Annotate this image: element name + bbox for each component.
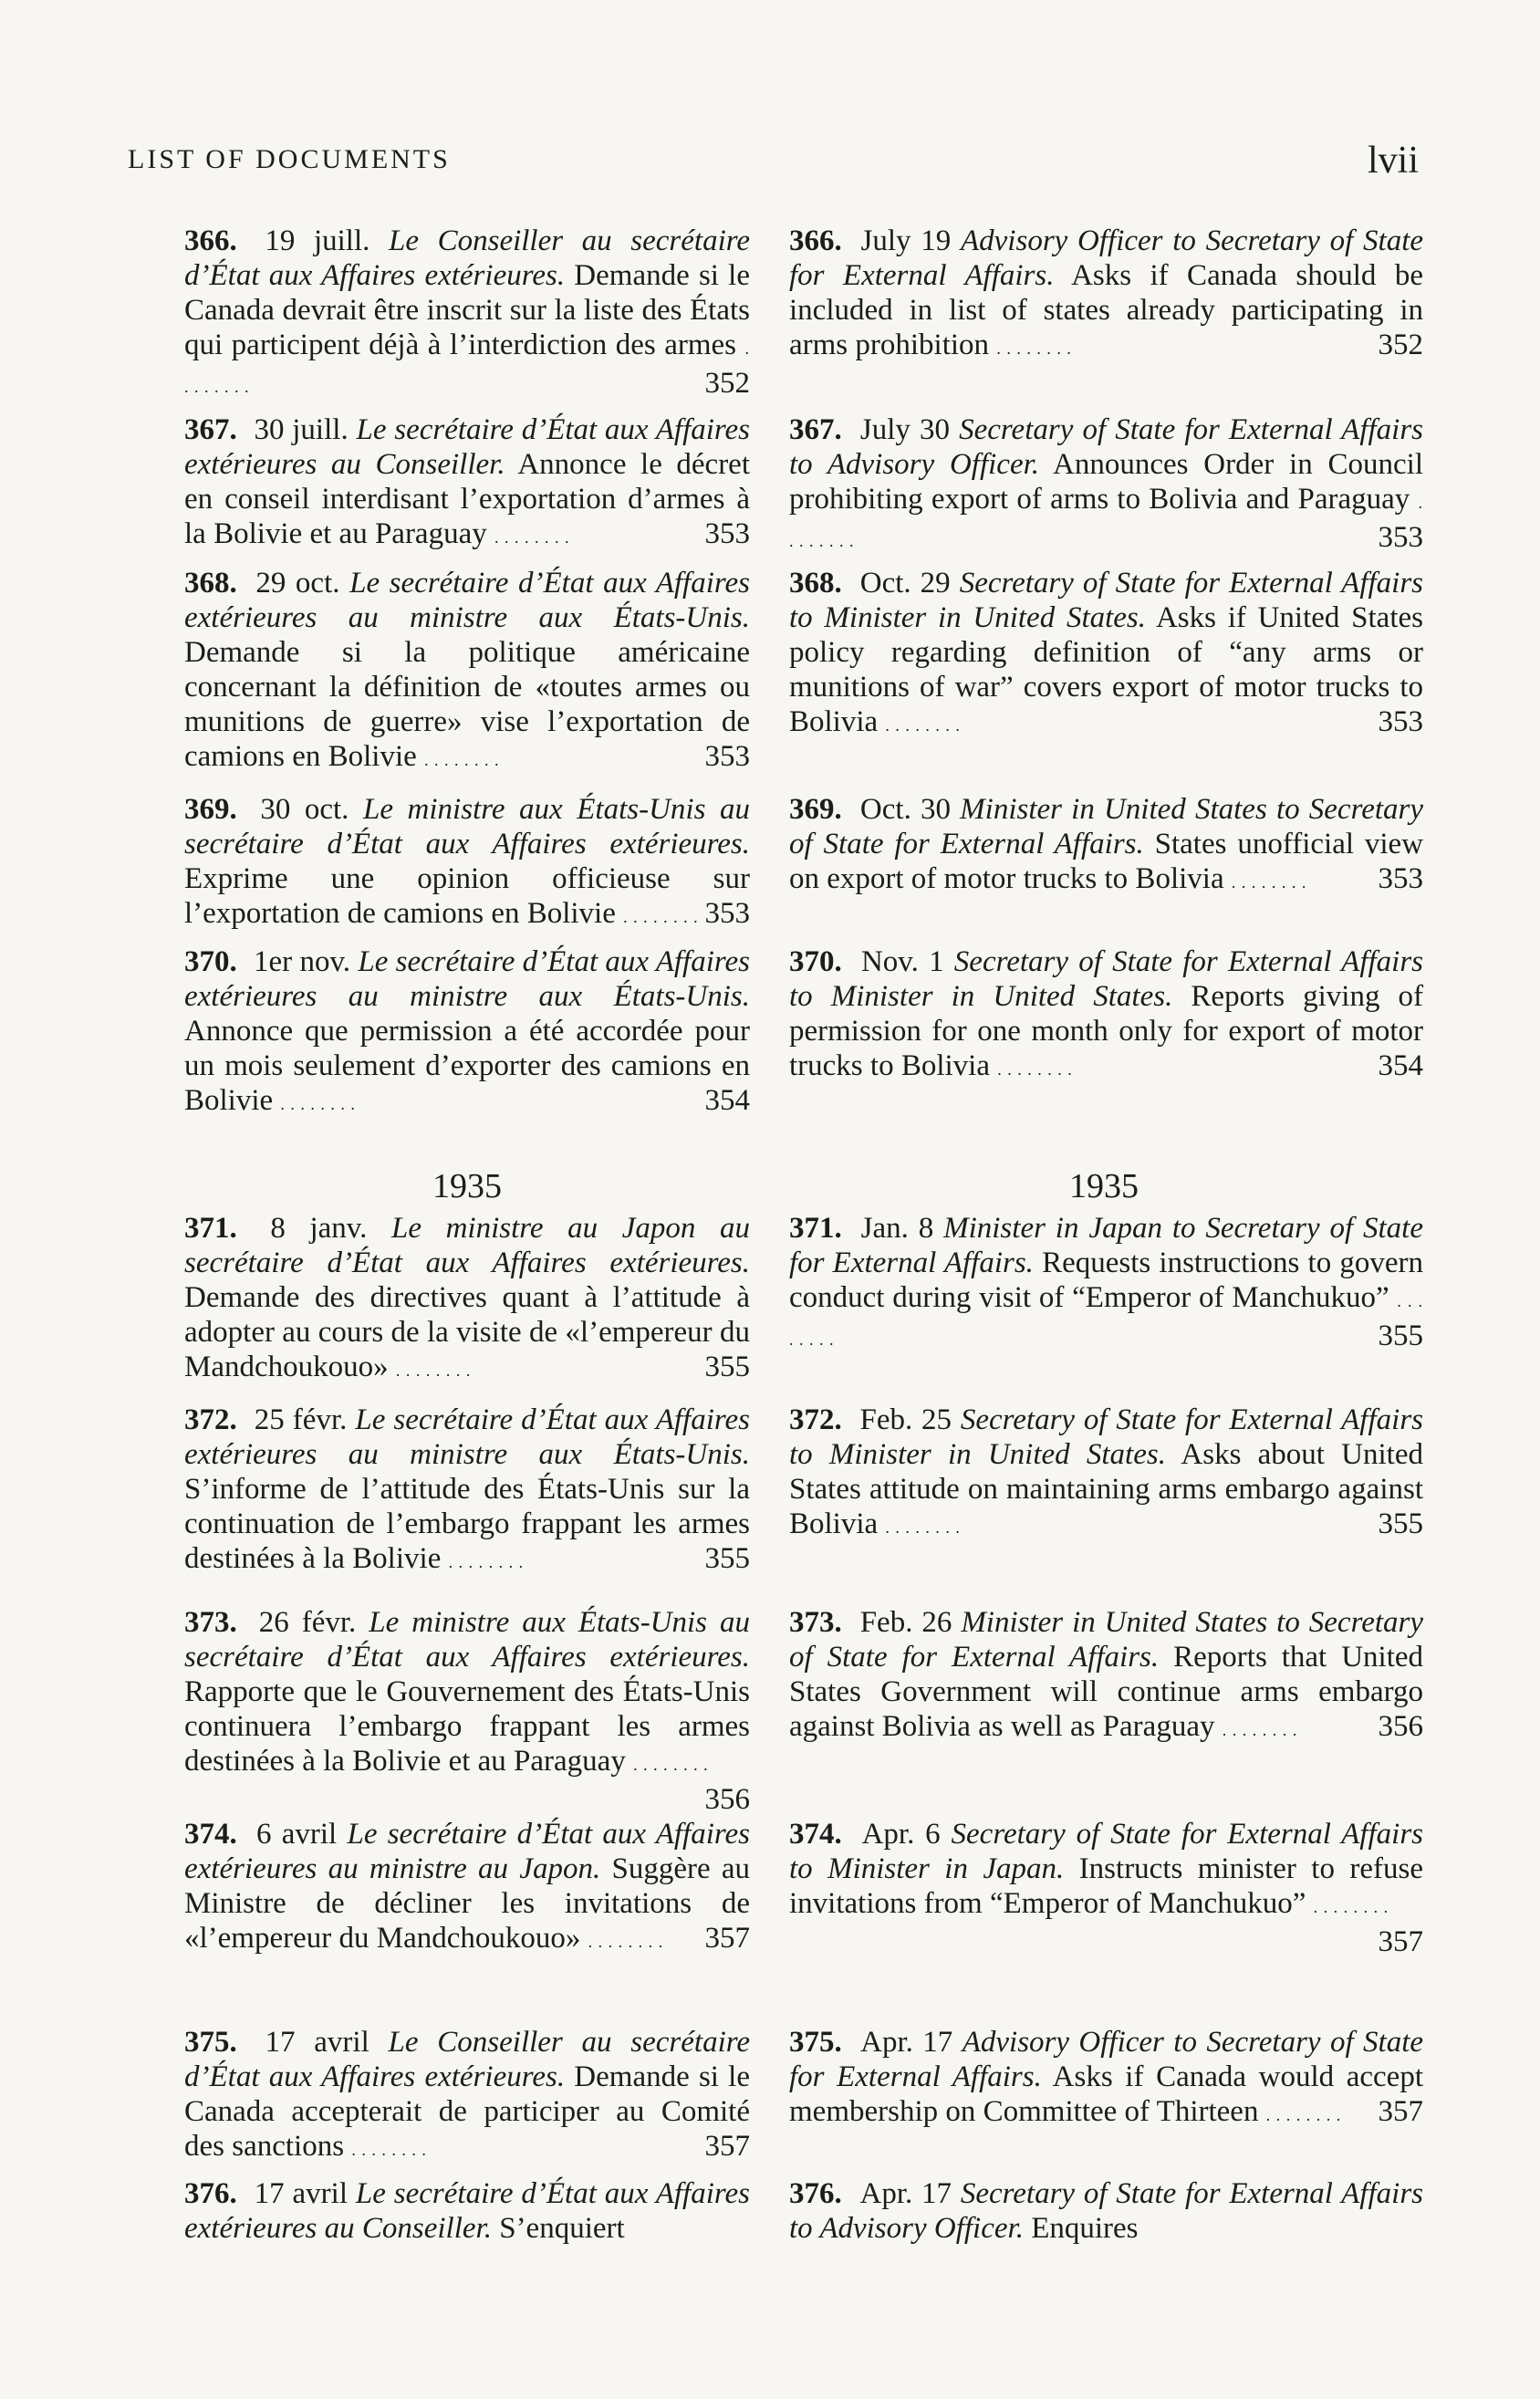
document-entry (789, 2025, 1423, 2133)
entry-page-number: 355 (1378, 1507, 1423, 1540)
entry-date: Feb. 26 (859, 1606, 952, 1639)
running-title: LIST OF DOCUMENTS (128, 144, 451, 174)
entry-page-number: 357 (1378, 1925, 1423, 1958)
entry-description: Reports giving of permission for one month only for export of motor trucks to Bolivia (789, 980, 1424, 1082)
entry-number: 376. (184, 2177, 237, 2210)
entry-description: Demande si le Canada accepterait de participer au Comité des sanctions (184, 2060, 750, 2163)
dot-leader: . . . . . . . . (395, 1361, 472, 1380)
entry-number: 366. (184, 224, 237, 257)
entry-title: Secretary of State for External Affairs to Advisory Officer. (789, 413, 1424, 481)
document-entry (789, 1605, 1423, 1747)
entry-page-number: 352 (1378, 329, 1423, 361)
entry-date: 1er nov. (254, 945, 351, 978)
dot-leader: . . . . . . . . (789, 1292, 1423, 1349)
dot-leader: . . . . . . . . (448, 1553, 525, 1571)
entry-number: 373. (184, 1606, 237, 1639)
entry-page-number: 357 (704, 2130, 750, 2163)
entry-date: 8 janv. (270, 1212, 368, 1245)
entry-date: Apr. 17 (860, 2026, 953, 2059)
year-heading-english: 1935 (1069, 1167, 1139, 1205)
entry-page-number: 356 (1378, 1710, 1423, 1743)
entry-description: Asks about United States attitude on maintaining arms embargo against Bolivia (789, 1438, 1423, 1540)
entry-page-number: 353 (1378, 862, 1423, 895)
page-header (128, 140, 1419, 199)
entry-date: Feb. 25 (859, 1403, 952, 1436)
entry-date: July 30 (859, 413, 951, 446)
entry-date: Apr. 17 (859, 2177, 952, 2210)
dot-leader: . . . . . . . . (1313, 1898, 1389, 1916)
entry-title: Le ministre au Japon au secrétaire d’État aux Affaires extérieures. (184, 1212, 751, 1279)
dot-leader: . . . . . . . . (1265, 2106, 1342, 2124)
entry-title: Minister in United States to Secretary of State for External Affairs. (789, 1606, 1424, 1674)
entry-date: 17 avril (254, 2177, 349, 2210)
entry-description: Annonce que permission a été accordée pour un mois seulement d’exporter des camions en Bolivie (184, 1015, 750, 1117)
entry-number: 371. (184, 1212, 237, 1245)
entry-number: 371. (789, 1212, 842, 1245)
entry-date: July 19 (860, 224, 952, 257)
document-entry (789, 792, 1423, 900)
entry-title: Advisory Officer to Secretary of State for External Affairs. (789, 224, 1424, 292)
entry-page-number: 353 (1378, 521, 1423, 554)
entry-page-number: 356 (704, 1783, 750, 1816)
dot-leader: . . . . . . . . (424, 751, 500, 769)
document-entry (789, 566, 1423, 743)
entry-date: 19 juill. (265, 224, 370, 257)
entry-title: Minister in United States to Secretary of State for External Affairs. (789, 793, 1423, 861)
dot-leader: . . . . . . . . (885, 1518, 961, 1537)
document-entry (184, 1403, 750, 1580)
entry-date: Oct. 30 (859, 793, 951, 826)
entry-description: S’informe de l’attitude des États-Unis sur la continuation de l’embargo frappant les armes destinées à la Bolivie (184, 1473, 750, 1575)
entry-number: 367. (789, 413, 842, 446)
entry-title: Le ministre aux États-Unis au secrétaire d’État aux Affaires extérieures. (184, 793, 750, 861)
entry-page-number: 355 (704, 1351, 750, 1383)
dot-leader: . . . . . . . . (280, 1095, 356, 1113)
entry-date: 26 févr. (258, 1606, 357, 1639)
entry-title: Secretary of State for External Affairs to Minister in United States. (789, 1403, 1424, 1471)
entry-page-number: 357 (1378, 2095, 1423, 2128)
entry-page-number: 352 (704, 367, 750, 400)
entry-number: 375. (789, 2026, 842, 2059)
entry-page-number: 355 (1378, 1319, 1423, 1352)
dot-leader: . . . . . . . . (789, 494, 1423, 550)
entry-description: Asks if Canada should be included in list of states already participating in arms prohibition (789, 259, 1423, 361)
document-entry (184, 224, 750, 404)
entry-page-number: 353 (704, 740, 750, 773)
document-entry (184, 2025, 750, 2167)
entry-title: Secretary of State for External Affairs to Minister in United States. (789, 567, 1424, 634)
entry-title: Advisory Officer to Secretary of State for External Affairs. (789, 2026, 1424, 2093)
entry-title: Le Conseiller au secrétaire d’État aux Affaires extérieures. (184, 2026, 751, 2093)
entry-description: Demande si la politique américaine concernant la définition de «toutes armes ou munitions de guerre» vise l’exportation de camions en Bolivie (184, 636, 750, 773)
dot-leader: . . . . . . . . (885, 716, 961, 735)
entry-description: Demande si le Canada devrait être inscrit sur la liste des États qui participent déjà à l’interdiction des armes (184, 259, 750, 361)
dot-leader: . . . . . . . . (633, 1756, 709, 1774)
entry-number: 369. (184, 793, 237, 826)
entry-number: 368. (789, 567, 842, 600)
entry-title: Minister in Japan to Secretary of State for External Affairs. (789, 1212, 1423, 1279)
entry-description: Asks if Canada would accept membership on Committee of Thirteen (789, 2060, 1423, 2128)
document-entry (184, 944, 750, 1121)
year-heading-french: 1935 (432, 1167, 502, 1205)
entry-page-number: 353 (704, 517, 750, 550)
dot-leader: . . . . . . . . (623, 908, 699, 926)
document-entry (789, 412, 1423, 558)
entry-number: 374. (184, 1818, 237, 1851)
entry-page-number: 354 (704, 1084, 750, 1117)
entry-page-number: 355 (704, 1542, 750, 1575)
entry-description: Annonce le décret en conseil interdisant l’exportation d’armes à la Bolivie et au Paraguay (184, 448, 751, 550)
page-number: lvii (1367, 140, 1419, 182)
entry-number: 372. (789, 1403, 842, 1436)
entry-number: 375. (184, 2026, 237, 2059)
entry-description: Instructs minister to refuse invitations from “Emperor of Manchukuo” (789, 1852, 1423, 1920)
entry-description: S’enquiert (499, 2212, 625, 2245)
dot-leader: . . . . . . . . (997, 1060, 1073, 1079)
entry-number: 366. (789, 224, 842, 257)
document-entry (184, 566, 750, 777)
entry-date: 6 avril (256, 1818, 338, 1851)
document-entry (789, 1403, 1423, 1545)
entry-number: 367. (184, 413, 237, 446)
entry-date: Jan. 8 (860, 1212, 934, 1245)
entry-page-number: 354 (1378, 1049, 1423, 1082)
entry-description: Asks if United States policy regarding definition of “any arms or munitions of war” covers export of motor trucks to Bolivia (789, 601, 1423, 738)
entry-title: Le secrétaire d’État aux Affaires extérieures au Conseiller. (184, 413, 751, 481)
entry-description: Enquires (1031, 2212, 1139, 2245)
dot-leader: . . . . . . . . (351, 2141, 427, 2159)
entry-description: Exprime une opinion officieuse sur l’exportation de camions en Bolivie (184, 862, 750, 930)
entry-title: Secretary of State for External Affairs to Minister in Japan. (789, 1818, 1424, 1885)
entry-number: 368. (184, 567, 237, 600)
entry-date: 17 avril (265, 2026, 369, 2059)
entry-number: 372. (184, 1403, 237, 1436)
document-entry (789, 1817, 1423, 1959)
entry-description: Announces Order in Council prohibiting export of arms to Bolivia and Paraguay (789, 448, 1423, 516)
entry-date: 30 oct. (260, 793, 349, 826)
entry-number: 376. (789, 2177, 842, 2210)
entry-description: Reports that United States Government will continue arms embargo against Bolivia as well as Paraguay (789, 1641, 1424, 1743)
dot-leader: . . . . . . . . (494, 528, 570, 547)
entry-title: Le secrétaire d’État aux Affaires extérieures au Conseiller. (184, 2177, 750, 2245)
entry-date: Nov. 1 (860, 945, 944, 978)
entry-title: Secretary of State for External Affairs to Advisory Officer. (789, 2177, 1424, 2245)
entry-date: Apr. 6 (861, 1818, 941, 1851)
dot-leader: . . . . . . . . (1231, 873, 1307, 892)
entry-title: Le Conseiller au secrétaire d’État aux Affaires extérieures. (184, 224, 751, 292)
entry-number: 370. (184, 945, 237, 978)
entry-date: 25 févr. (254, 1403, 348, 1436)
entry-title: Le secrétaire d’État aux Affaires extérieures au ministre aux États-Unis. (184, 567, 750, 634)
entry-description: Rapporte que le Gouvernement des États-Unis continuera l’embargo frappant les armes destinées à la Bolivie et au Paraguay (184, 1675, 750, 1778)
entry-description: Requests instructions to govern conduct during visit of “Emperor of Manchukuo” (789, 1246, 1423, 1314)
entry-date: Oct. 29 (859, 567, 951, 600)
document-entry (789, 224, 1423, 366)
entry-number: 369. (789, 793, 842, 826)
document-entry (184, 1211, 750, 1388)
entry-date: 30 juill. (254, 413, 349, 446)
document-entry (789, 2176, 1423, 2246)
entry-number: 374. (789, 1818, 842, 1851)
entry-description: Demande des directives quant à l’attitude à adopter au cours de la visite de «l’empereur du Mandchoukouo» (184, 1281, 750, 1383)
entry-title: Le secrétaire d’État aux Affaires extérieures au ministre aux États-Unis. (184, 945, 750, 1013)
document-entry (789, 944, 1423, 1087)
dot-leader: . . . . . . . . (588, 1933, 664, 1951)
entry-number: 370. (789, 945, 842, 978)
document-entry (184, 1605, 750, 1817)
dot-leader: . . . . . . . . (1222, 1721, 1298, 1739)
document-entry (184, 792, 750, 934)
document-entry (789, 1211, 1423, 1357)
entry-number: 373. (789, 1606, 842, 1639)
entry-page-number: 353 (704, 897, 750, 930)
entry-page-number: 353 (1378, 705, 1423, 738)
document-entry (184, 2176, 750, 2246)
entry-page-number: 357 (704, 1922, 750, 1955)
entry-title: Le secrétaire d’État aux Affaires extérieures au ministre au Japon. (184, 1818, 750, 1885)
entry-title: Le secrétaire d’État aux Affaires extérieures au ministre aux États-Unis. (184, 1403, 751, 1471)
entry-title: Le ministre aux États-Unis au secrétaire d’État aux Affaires extérieures. (184, 1606, 751, 1674)
entry-description: States unofficial view on export of motor trucks to Bolivia (789, 828, 1424, 895)
document-entry (184, 1817, 750, 1959)
entry-title: Secretary of State for External Affairs to Minister in United States. (789, 945, 1424, 1013)
entry-date: 29 oct. (255, 567, 340, 600)
dot-leader: . . . . . . . . (184, 339, 751, 396)
dot-leader: . . . . . . . . (996, 339, 1072, 358)
document-entry (184, 412, 750, 555)
entry-description: Suggère au Ministre de décliner les invitations de «l’empereur du Mandchoukouo» (184, 1852, 750, 1955)
